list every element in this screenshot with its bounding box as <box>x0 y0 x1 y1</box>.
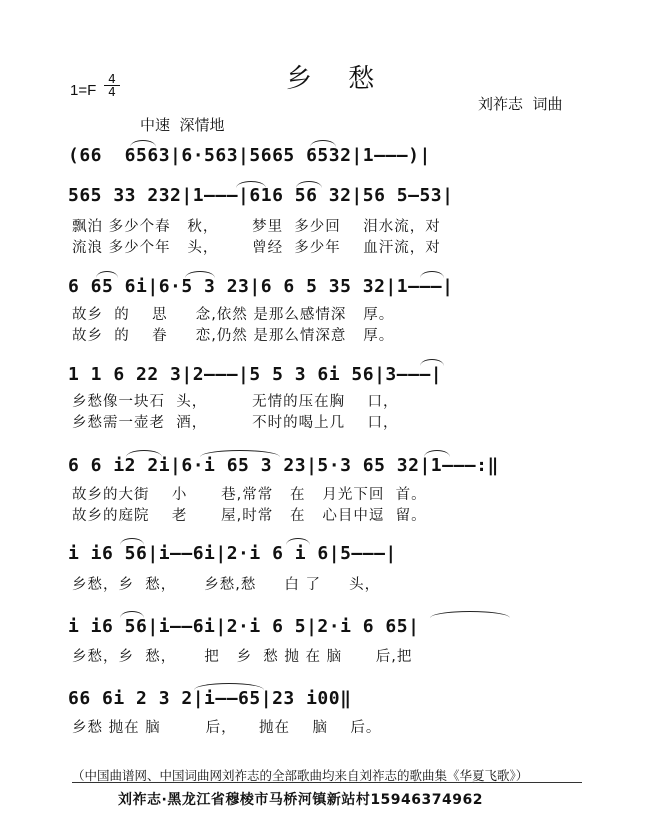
slur-mark <box>194 683 264 690</box>
slur-mark <box>420 271 444 278</box>
lyric-line: 乡愁，乡 愁， 把 乡 愁 抛 在 脑 后,把 <box>72 649 413 665</box>
slur-mark <box>120 611 144 618</box>
author-credit: 刘祚志 词曲 <box>478 95 563 113</box>
slur-mark <box>200 450 280 457</box>
notation-line: 1 1 6 22 3|2———|5 5 3 6i 56|3———| <box>68 364 443 385</box>
tempo-marking: 中速 深情地 <box>140 116 225 134</box>
slur-mark <box>310 140 336 147</box>
footer-contact: 刘祚志·黑龙江省穆棱市马桥河镇新站村15946374962 <box>118 792 483 808</box>
lyric-line: 故乡的大街 小 巷,常常 在 月光下回 首。 <box>72 487 427 503</box>
notation-line: i i6 56|i——6i|2·i 6 i 6|5———| <box>68 543 397 564</box>
meter-top: 4 <box>104 73 120 86</box>
notation-line: 66 6i 2 3 2|i——65|23 i00‖ <box>68 688 352 709</box>
song-title: 乡 愁 <box>286 64 389 94</box>
lyric-line: 飘泊 多少个春 秋， 梦里 多少回 泪水流，对 <box>72 219 441 235</box>
lyric-line: 流浪 多少个年 头， 曾经 多少年 血汗流，对 <box>72 240 441 256</box>
slur-mark <box>130 140 156 147</box>
lyric-line: 乡愁像一块石 头， 无情的压在胸 口， <box>72 394 399 410</box>
slur-mark <box>286 538 310 545</box>
lyric-line: 乡愁需一壶老 酒， 不时的喝上几 口， <box>72 415 399 431</box>
slur-mark <box>430 611 510 618</box>
slur-mark <box>420 359 444 366</box>
notation-line: i i6 56|i——6i|2·i 6 5|2·i 6 65| <box>68 616 420 637</box>
key-signature: 1=F <box>70 82 97 99</box>
slur-mark <box>296 181 322 188</box>
lyric-line: 故乡 的 眷 恋,仍然 是那么情深意 厚。 <box>72 328 395 344</box>
slur-mark <box>424 450 450 457</box>
slur-mark <box>96 271 118 278</box>
lyric-line: 故乡的庭院 老 屋,时常 在 心目中逗 留。 <box>72 508 427 524</box>
lyric-line: 乡愁，乡 愁， 乡愁,愁 白 了 头， <box>72 577 381 593</box>
notation-line: 6 65 6i|6·5 3 23|6 6 5 35 32|1———| <box>68 276 454 297</box>
slur-mark <box>120 538 144 545</box>
time-signature <box>104 73 120 98</box>
notation-line: 6 6 i2 2i|6·i 65 3 23|5·3 65 32|1———:‖ <box>68 455 499 476</box>
notation-line: (66 6563|6·563|5665 6532|1———)| <box>68 145 431 166</box>
lyric-line: 乡愁 抛在 脑 后， 抛在 脑 后。 <box>72 720 382 736</box>
notation-line: 565 33 232|1———|616 56 32|56 5—53| <box>68 185 454 206</box>
footer-note: （中国曲谱网、中国词曲网刘祚志的全部歌曲均来自刘祚志的歌曲集《华夏飞歌》） <box>72 768 529 783</box>
slur-mark <box>185 271 215 278</box>
slur-mark <box>126 450 162 457</box>
slur-mark <box>236 181 266 188</box>
meter-bottom: 4 <box>108 85 116 99</box>
lyric-line: 故乡 的 思 念,依然 是那么感情深 厚。 <box>72 307 395 323</box>
